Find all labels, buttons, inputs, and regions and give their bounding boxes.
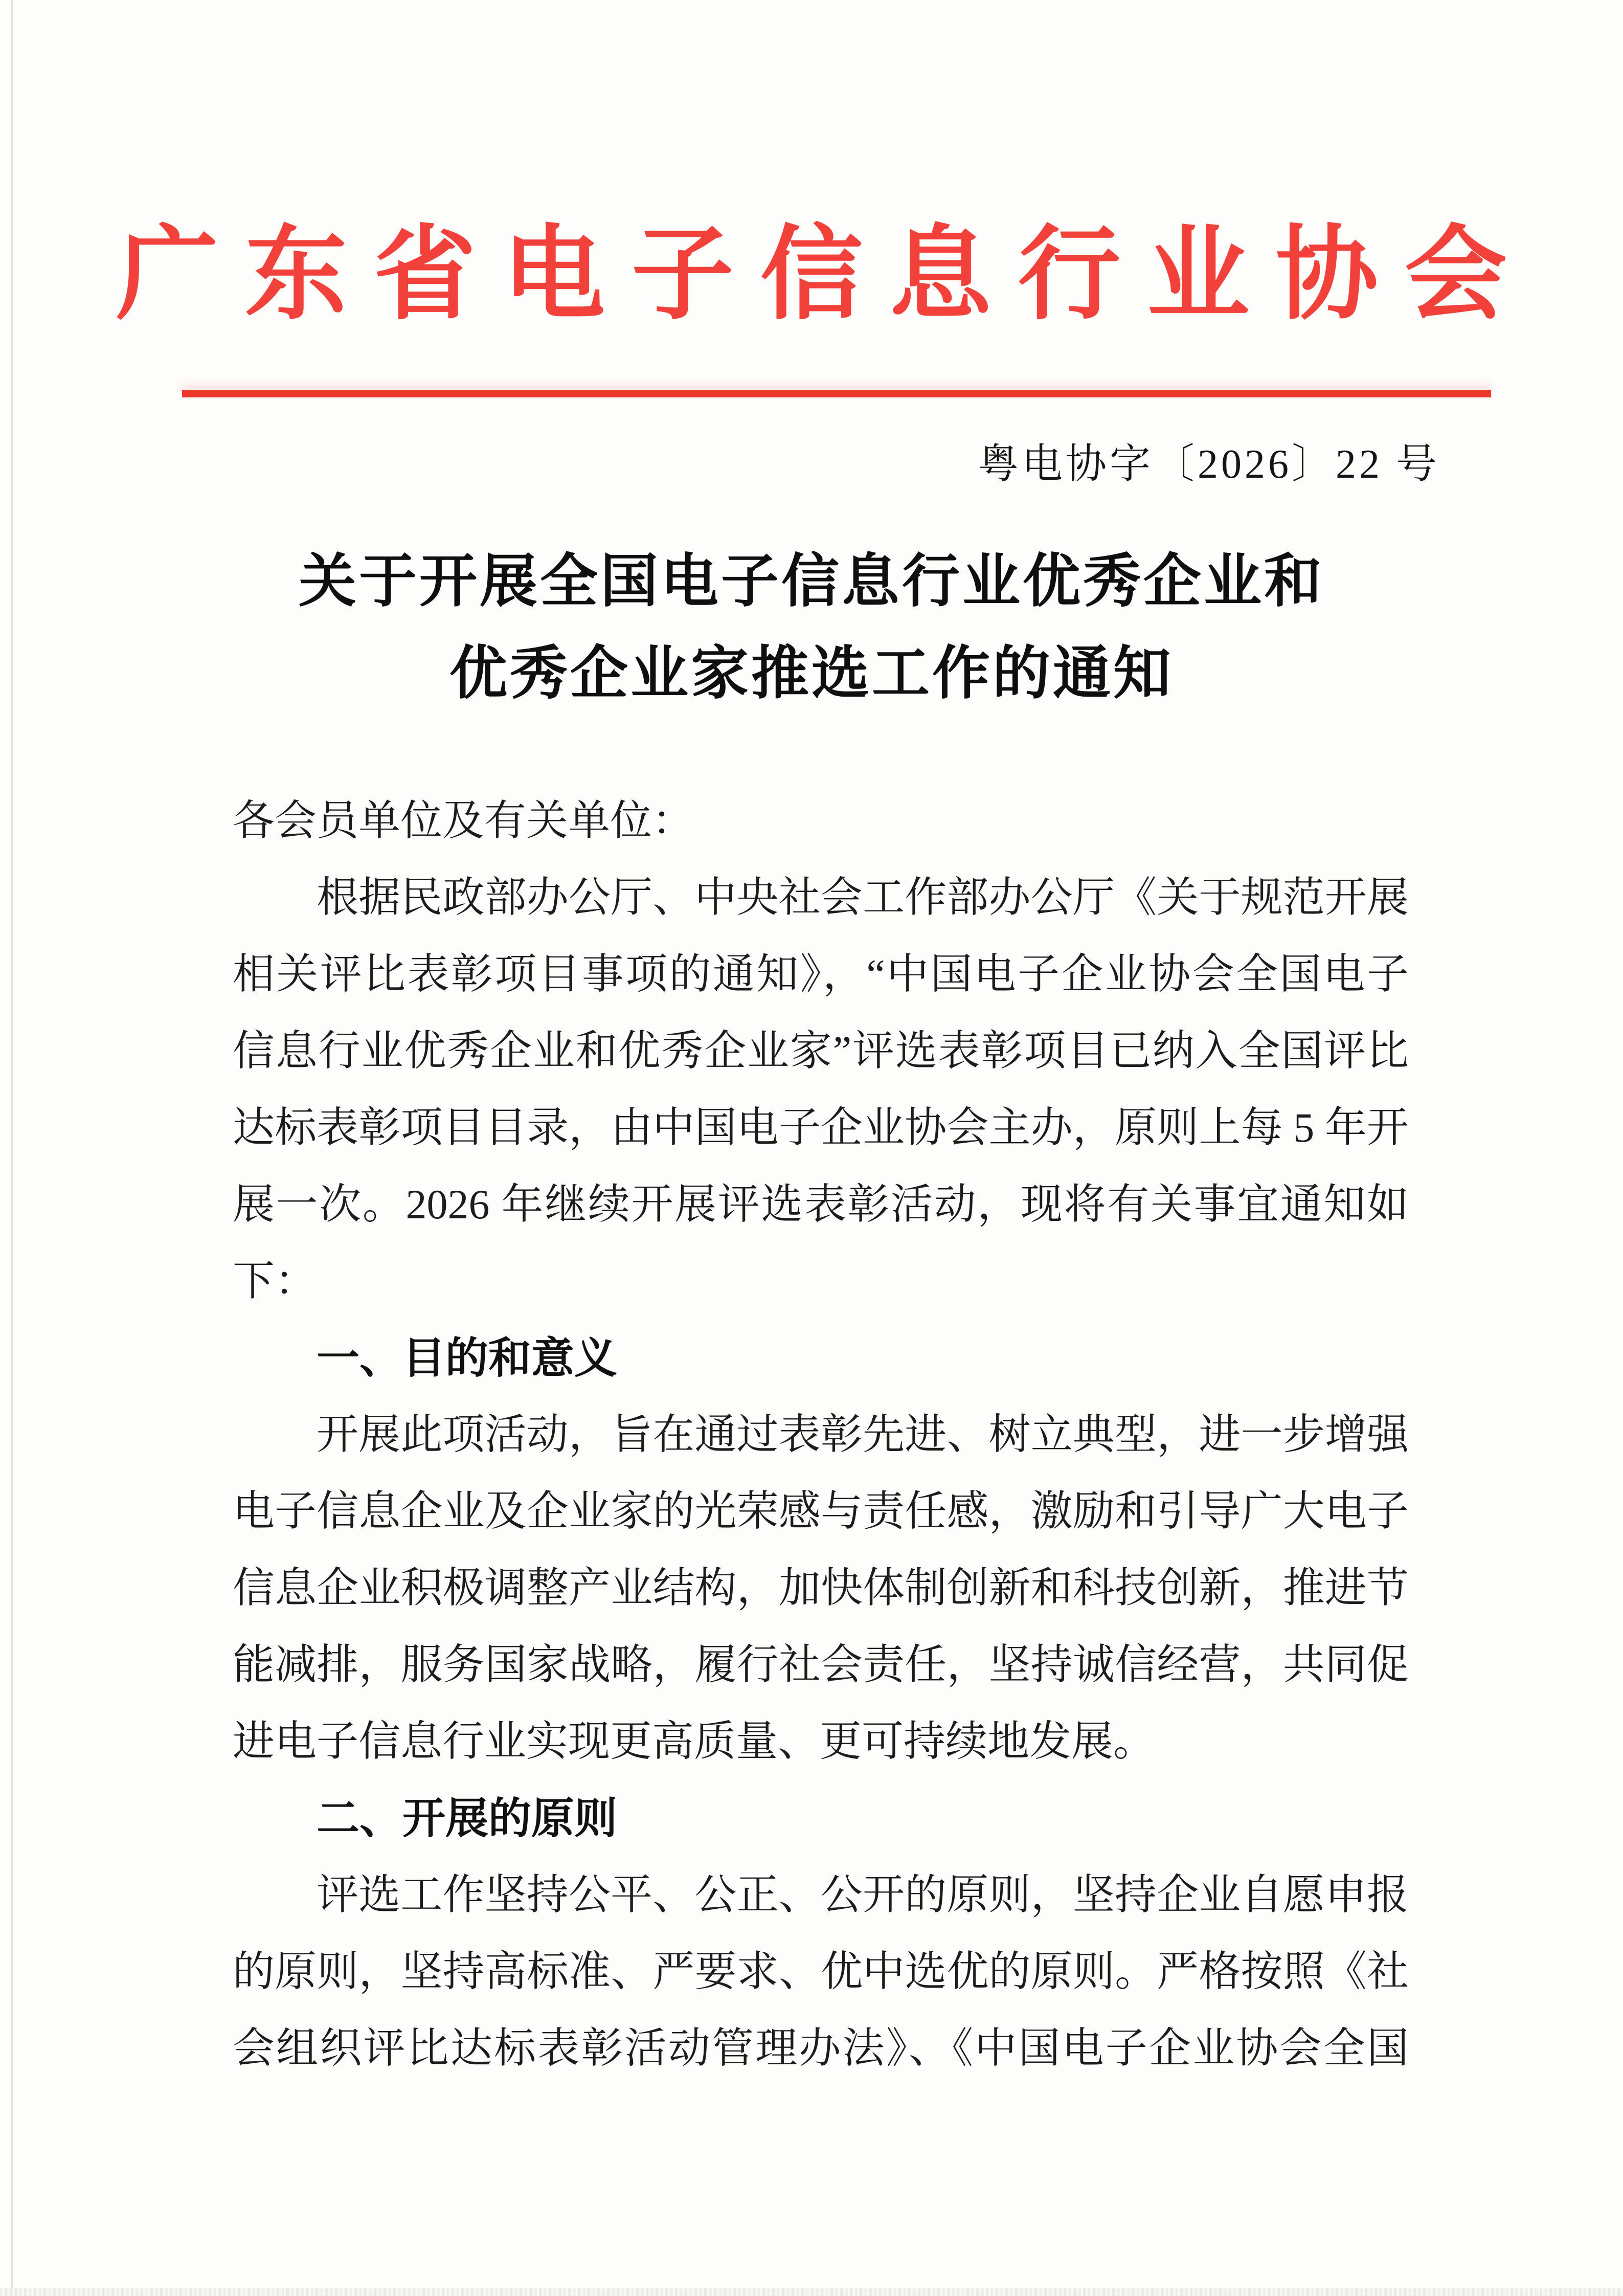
paragraph-line: 下： — [233, 1258, 317, 1304]
paragraph-line: 信息企业积极调整产业结构，加快体制创新和科技创新，推进节 — [233, 1565, 1409, 1611]
notice-title — [0, 536, 1623, 720]
notice-title-line-1: 关于开展全国电子信息行业优秀企业和 — [299, 550, 1324, 614]
doc-number: 粤电协字〔2026〕22 号 — [978, 442, 1440, 487]
paragraph-line: 相关评比表彰项目事项的通知》，“中国电子企业协会全国电子 — [233, 951, 1409, 997]
scan-edge-artifact — [11, 0, 13, 2296]
scan-noise-artifact — [0, 2288, 1623, 2296]
letterhead-org-name: 广东省电子信息行业协会 — [116, 219, 1534, 332]
notice-title-line-2: 优秀企业家推选工作的通知 — [449, 642, 1174, 706]
paragraph-line: 电子信息企业及企业家的光荣感与责任感，激励和引导广大电子 — [233, 1488, 1409, 1534]
section-heading-1: 一、目的和意义 — [317, 1334, 618, 1382]
paragraph-line: 展一次。2026 年继续开展评选表彰活动，现将有关事宜通知如 — [233, 1181, 1409, 1228]
paragraph-line: 会组织评比达标表彰活动管理办法》、《中国电子企业协会全国 — [233, 2025, 1409, 2071]
salutation: 各会员单位及有关单位： — [233, 797, 694, 844]
paragraph-line: 能减排，服务国家战略，履行社会责任，坚持诚信经营，共同促 — [233, 1641, 1409, 1688]
letterhead-rule — [182, 390, 1491, 397]
paragraph-line: 评选工作坚持公平、公正、公开的原则，坚持企业自愿申报 — [317, 1871, 1409, 1918]
notice-body — [233, 783, 1409, 2087]
paragraph-line: 的原则，坚持高标准、严要求、优中选优的原则。严格按照《社 — [233, 1948, 1409, 1995]
paragraph-line: 信息行业优秀企业和优秀企业家”评选表彰项目已纳入全国评比 — [233, 1028, 1409, 1074]
paragraph-line: 开展此项活动，旨在通过表彰先进、树立典型，进一步增强 — [317, 1411, 1409, 1458]
paragraph-line: 根据民政部办公厅、中央社会工作部办公厅《关于规范开展 — [317, 874, 1409, 921]
paragraph-line: 达标表彰项目目录，由中国电子企业协会主办，原则上每 5 年开 — [233, 1104, 1409, 1151]
section-heading-2: 二、开展的原则 — [317, 1794, 618, 1842]
paragraph-line: 进电子信息行业实现更高质量、更可持续地发展。 — [233, 1718, 1156, 1765]
